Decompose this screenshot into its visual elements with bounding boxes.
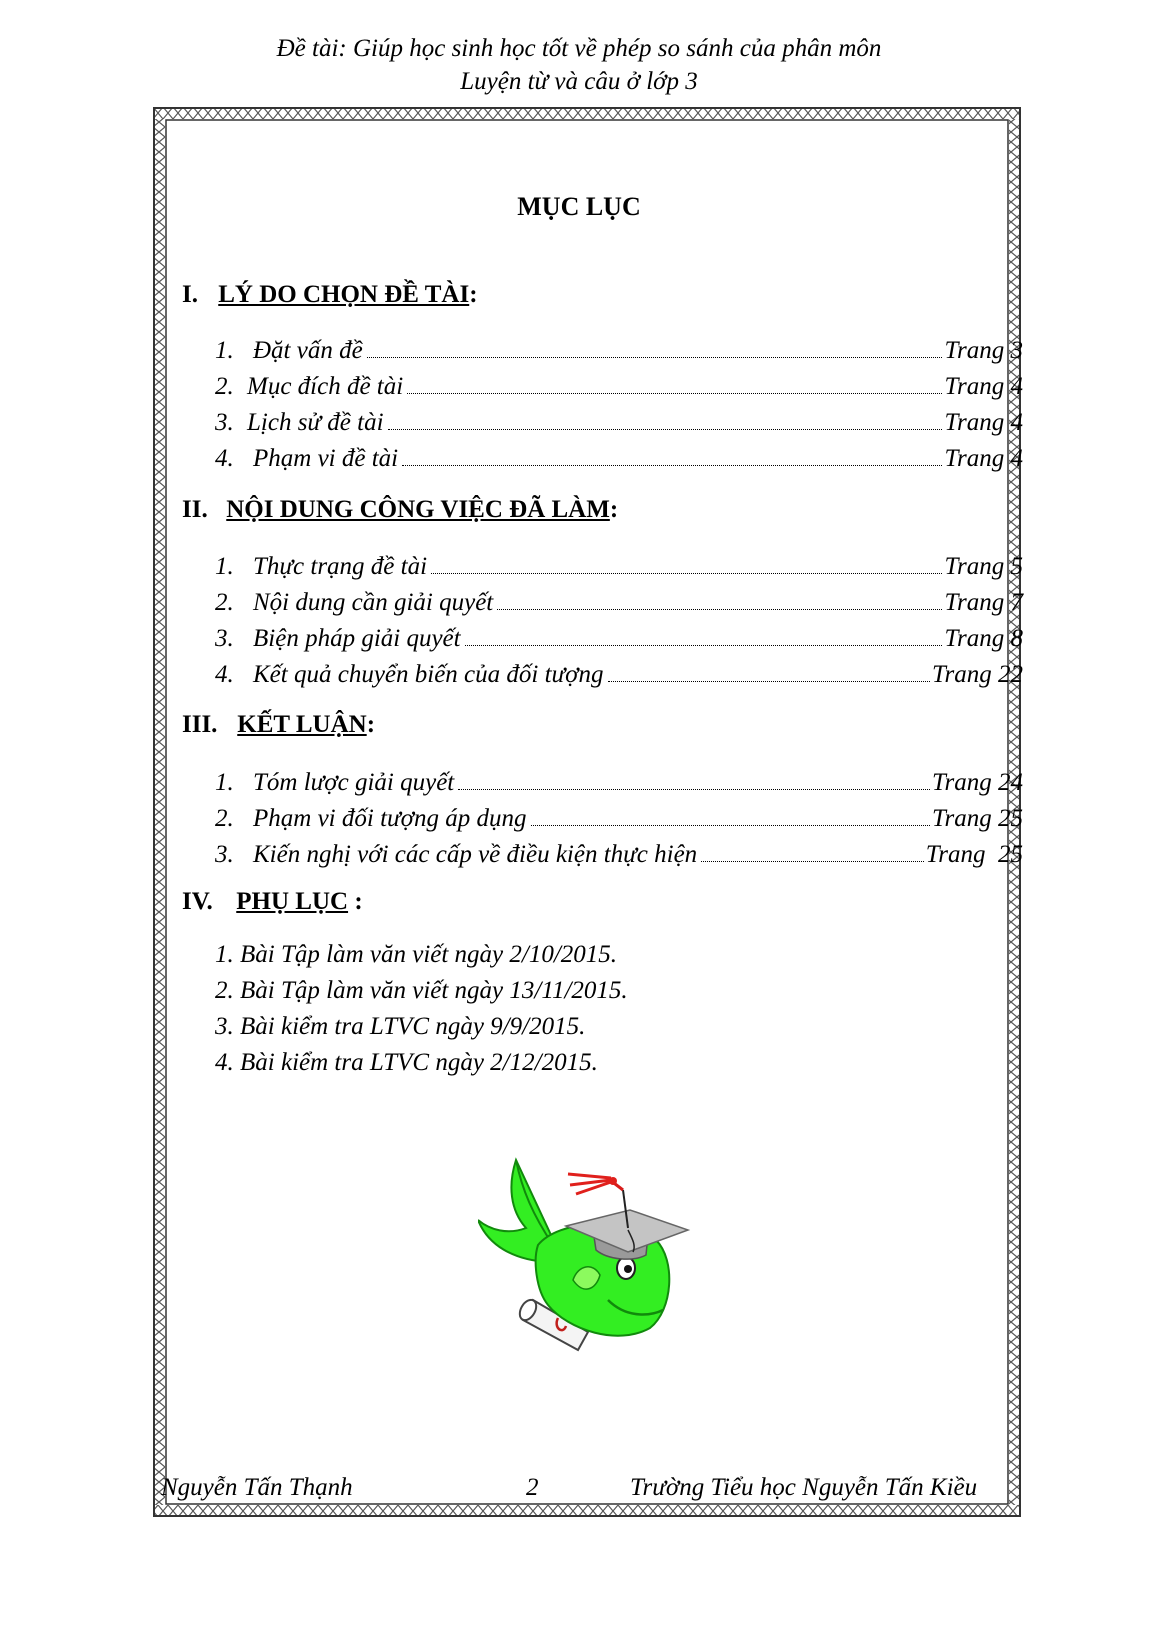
header-line-1: Đề tài: Giúp học sinh học tốt về phép so sánh của phân môn <box>276 35 882 62</box>
entry-label: Phạm vi đề tài <box>253 445 399 472</box>
entry-number: 1. <box>215 337 234 364</box>
entry-label: Đặt vấn đề <box>253 337 363 364</box>
dot-leader <box>402 465 942 466</box>
entry-number: 2. <box>215 805 234 832</box>
entry-label: Nội dung cần giải quyết <box>253 589 494 616</box>
section-title: PHỤ LỤC <box>236 888 349 915</box>
entry-number: 4. <box>215 661 234 688</box>
toc-entry <box>215 403 1023 437</box>
entry-page: Trang 7 <box>944 589 1023 616</box>
entry-label: Thực trạng đề tài <box>253 553 428 580</box>
entry-label: Tóm lược giải quyết <box>253 769 455 796</box>
header-line-2: Luyện từ và câu ở lớp 3 <box>460 68 698 95</box>
appendix-item: 1. Bài Tập làm văn viết ngày 2/10/2015. <box>215 941 618 968</box>
section-title: KẾT LUẬN <box>237 711 367 738</box>
entry-page: Trang 8 <box>944 625 1023 652</box>
appendix-item: 4. Bài kiểm tra LTVC ngày 2/12/2015. <box>215 1049 598 1076</box>
entry-page: Trang 4 <box>944 373 1023 400</box>
section-heading-1 <box>182 281 478 309</box>
entry-label: Kết quả chuyển biến của đối tượng <box>253 661 604 688</box>
section-heading-3 <box>182 711 375 739</box>
toc-entry <box>215 763 1023 797</box>
appendix-item: 2. Bài Tập làm văn viết ngày 13/11/2015. <box>215 977 628 1004</box>
entry-page: Trang 3 <box>944 337 1023 364</box>
graduate-fish-illustration <box>478 1150 698 1365</box>
entry-page: Trang 4 <box>944 409 1023 436</box>
entry-number: 3. <box>215 841 234 868</box>
entry-page: Trang 24 <box>931 769 1023 796</box>
section-suffix: : <box>609 496 619 523</box>
toc-entry <box>215 799 1023 833</box>
section-suffix: : <box>469 281 478 308</box>
toc-entry <box>215 835 1023 869</box>
footer-page-number: 2 <box>526 1474 539 1501</box>
entry-label: Biện pháp giải quyết <box>253 625 461 652</box>
dot-leader <box>465 645 943 646</box>
entry-label: Lịch sử đề tài <box>247 409 384 436</box>
entry-page: Trang 4 <box>944 445 1023 472</box>
dot-leader <box>608 681 930 682</box>
section-number: III. <box>182 711 218 738</box>
dot-leader <box>407 393 942 394</box>
entry-label: Phạm vi đối tượng áp dụng <box>253 805 527 832</box>
footer-school: Trường Tiểu học Nguyễn Tấn Kiều <box>630 1474 978 1501</box>
entry-number: 2. <box>215 373 234 400</box>
toc-entry <box>215 331 1023 365</box>
entry-page: Trang 22 <box>931 661 1023 688</box>
dot-leader <box>367 357 943 358</box>
footer-author: Nguyễn Tấn Thạnh <box>161 1474 353 1501</box>
appendix-item: 3. Bài kiểm tra LTVC ngày 9/9/2015. <box>215 1013 586 1040</box>
toc-entry <box>215 619 1023 653</box>
entry-label: Mục đích đề tài <box>247 373 404 400</box>
entry-label: Kiến nghị với các cấp về điều kiện thực hiện <box>253 841 698 868</box>
dot-leader <box>388 429 943 430</box>
toc-entry <box>215 367 1023 401</box>
section-number: I. <box>182 281 198 308</box>
document-header <box>0 32 1158 98</box>
dot-leader <box>497 609 942 610</box>
toc-entry <box>215 655 1023 689</box>
toc-title: MỤC LỤC <box>517 192 641 221</box>
dot-leader <box>431 573 942 574</box>
dot-leader <box>531 825 930 826</box>
section-suffix: : <box>366 711 376 738</box>
entry-page: Trang 5 <box>944 553 1023 580</box>
dot-leader <box>458 789 930 790</box>
entry-number: 1. <box>215 553 234 580</box>
section-title: LÝ DO CHỌN ĐỀ TÀI <box>218 281 470 308</box>
section-heading-4 <box>182 888 363 916</box>
toc-entry <box>215 583 1023 617</box>
section-title: NỘI DUNG CÔNG VIỆC ĐÃ LÀM <box>226 496 610 523</box>
toc-entry <box>215 439 1023 473</box>
section-heading-2 <box>182 496 618 524</box>
entry-page: Trang 25 <box>931 805 1023 832</box>
entry-page: Trang 25 <box>925 841 1023 868</box>
entry-number: 1. <box>215 769 234 796</box>
section-suffix: : <box>348 888 363 915</box>
section-number: IV. <box>182 888 213 915</box>
entry-number: 3. <box>215 625 234 652</box>
entry-number: 3. <box>215 409 234 436</box>
section-number: II. <box>182 496 208 523</box>
entry-number: 2. <box>215 589 234 616</box>
toc-entry <box>215 547 1023 581</box>
entry-number: 4. <box>215 445 234 472</box>
dot-leader <box>701 861 924 862</box>
